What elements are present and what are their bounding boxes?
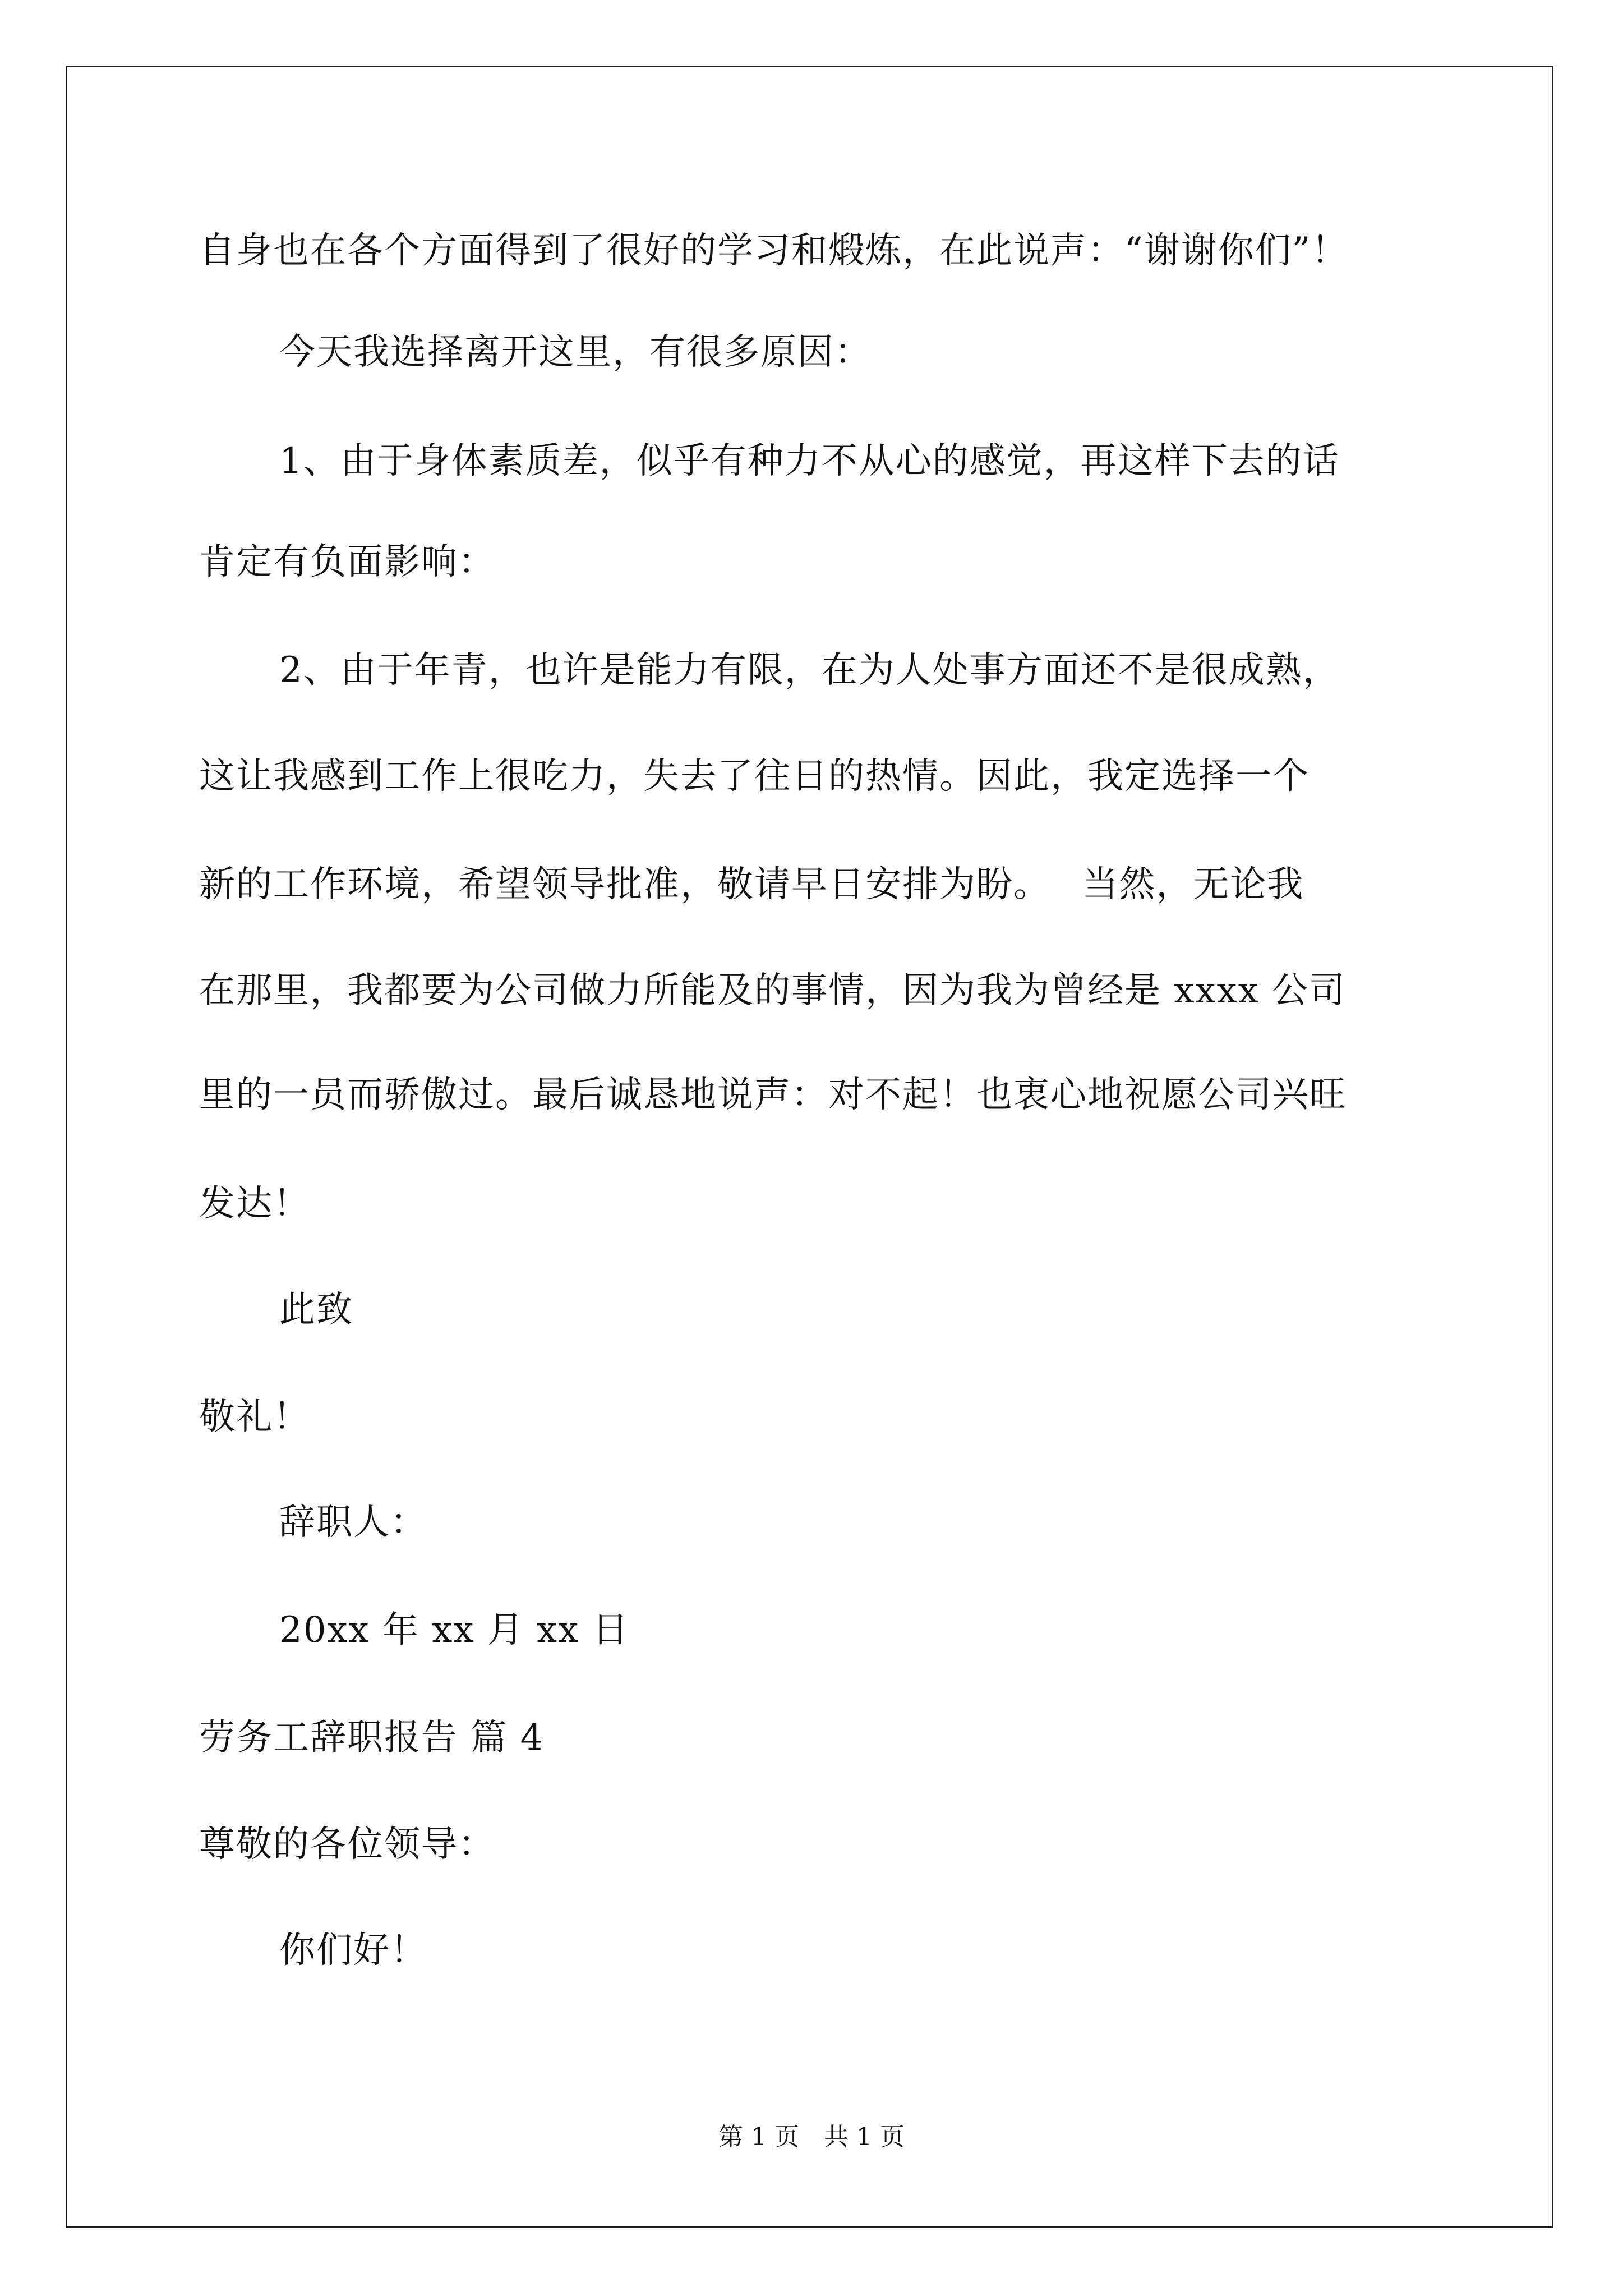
body-line-5: 2、由于年青，也许是能力有限，在为人处事方面还不是很成熟， <box>279 650 1340 691</box>
greeting-hello: 你们好！ <box>279 1930 427 1971</box>
body-line-4: 肯定有负面影响： <box>199 541 495 583</box>
body-line-3: 1、由于身体素质差，似乎有种力不从心的感觉，再这样下去的话 <box>279 440 1340 482</box>
page-number-footer: 第 1 页 共 1 页 <box>718 2123 905 2151</box>
body-line-9: 里的一员而骄傲过。最后诚恳地说声：对不起！也衷心地祝愿公司兴旺 <box>199 1074 1347 1116</box>
section-heading: 劳务工辞职报告 篇 4 <box>199 1717 545 1759</box>
body-line-10: 发达！ <box>199 1183 310 1225</box>
body-line-6: 这让我感到工作上很吃力，失去了往日的热情。因此，我定选择一个 <box>199 756 1310 797</box>
body-line-7: 新的工作环境，希望领导批准，敬请早日安排为盼。 当然，无论我 <box>199 864 1304 905</box>
signature-label: 辞职人： <box>279 1502 427 1543</box>
page-frame <box>66 66 1553 2228</box>
body-line-8: 在那里，我都要为公司做力所能及的事情，因为我为曾经是 xxxx 公司 <box>199 970 1347 1011</box>
body-line-2: 今天我选择离开这里，有很多原因： <box>279 332 872 373</box>
greeting-recipient: 尊敬的各位领导： <box>199 1824 495 1865</box>
date-line: 20xx 年 xx 月 xx 日 <box>279 1609 629 1651</box>
closing-regards: 敬礼！ <box>199 1396 310 1438</box>
closing-salutation: 此致 <box>279 1289 353 1331</box>
body-line-1: 自身也在各个方面得到了很好的学习和煅炼，在此说声：“谢谢你们”！ <box>199 230 1349 272</box>
